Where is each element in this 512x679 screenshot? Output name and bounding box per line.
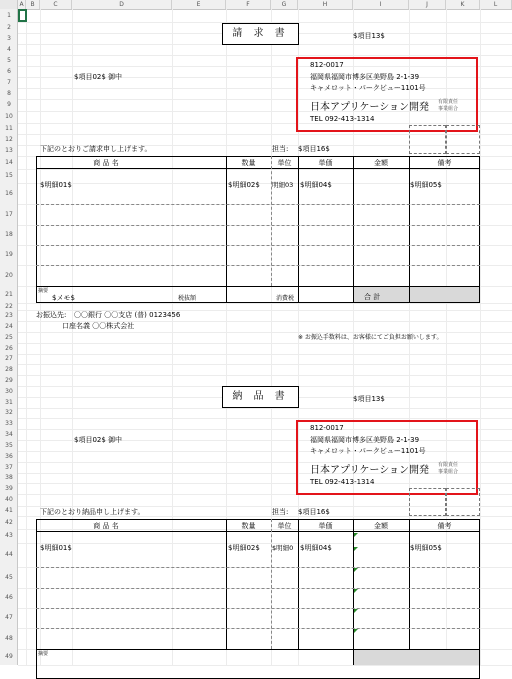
invoice-row1-name: $明細01$ <box>40 181 72 189</box>
invoice-col-divider <box>271 156 272 286</box>
invoice-header-amount: 金額 <box>374 159 388 167</box>
invoice-company-name: 日本アプリケーション開発 <box>310 102 429 113</box>
column-header-l[interactable]: L <box>480 0 512 9</box>
row-header[interactable]: 34 <box>5 431 13 438</box>
delivery-row-divider <box>36 567 480 568</box>
gridline-row <box>18 343 512 344</box>
row-header-bar <box>0 9 18 665</box>
column-header-bar <box>0 0 512 10</box>
invoice-address-line1: 福岡県福岡市博多区美野島 2-1-39 <box>310 73 420 81</box>
invoice-header-qty: 数量 <box>241 159 256 167</box>
invoice-memo-label: 摘要 <box>38 288 49 294</box>
invoice-col-divider <box>409 156 410 286</box>
delivery-message: 下記のとおり納品申し上げます。 <box>40 508 145 516</box>
invoice-stamp-box1 <box>409 125 446 154</box>
invoice-fee-note: ※ お振込手数料は、お客様にてご負担お願いします。 <box>298 334 443 341</box>
delivery-stamp-box1 <box>409 488 446 516</box>
invoice-stamp-line2: 事業組合 <box>438 106 459 112</box>
column-header-e[interactable]: E <box>172 0 226 9</box>
delivery-total-cell <box>354 650 479 665</box>
delivery-header-unit: 単位 <box>277 522 292 530</box>
delivery-field13: $項目13$ <box>353 395 385 403</box>
invoice-message: 下記のとおりご請求申し上げます。 <box>40 145 152 153</box>
column-header-b[interactable]: B <box>26 0 40 9</box>
invoice-field13: $項目13$ <box>353 32 385 40</box>
row-header[interactable]: 37 <box>5 464 13 471</box>
invoice-header-unit: 単位 <box>277 159 292 167</box>
invoice-header-note: 備考 <box>437 159 452 167</box>
delivery-stamp-line1: 有限責任 <box>438 462 459 468</box>
row-header[interactable]: 46 <box>5 594 13 601</box>
active-cell[interactable] <box>18 9 27 22</box>
delivery-title: 納 品 書 <box>222 386 299 408</box>
delivery-stamp-line2: 事業組合 <box>438 469 459 475</box>
row-header[interactable]: 8 <box>7 90 11 97</box>
column-header-k[interactable]: K <box>446 0 480 9</box>
delivery-row1-price: $明細04$ <box>300 544 332 552</box>
invoice-header-price: 単価 <box>318 159 333 167</box>
invoice-bank-label: お振込先: <box>36 311 67 319</box>
row-header[interactable]: 20 <box>5 272 13 279</box>
comment-indicator[interactable] <box>354 547 358 551</box>
invoice-address-line2: キャメロット・パークビュー1101号 <box>310 84 426 92</box>
row-header[interactable]: 9 <box>7 101 11 108</box>
row-header[interactable]: 42 <box>5 519 13 526</box>
gridline-col <box>480 9 481 665</box>
row-header[interactable]: 45 <box>5 574 13 581</box>
row-header[interactable]: 5 <box>7 57 11 64</box>
column-header-j[interactable]: J <box>409 0 446 9</box>
row-header[interactable]: 43 <box>5 532 13 539</box>
gridline-row <box>18 408 512 409</box>
invoice-col-divider <box>298 156 299 286</box>
row-header[interactable]: 3 <box>7 35 11 42</box>
column-header-f[interactable]: F <box>226 0 271 9</box>
delivery-header-name: 商 品 名 <box>93 522 119 530</box>
select-all-corner[interactable] <box>0 0 18 9</box>
invoice-account: 口座名義 〇〇株式会社 <box>62 322 135 330</box>
row-header[interactable]: 44 <box>5 551 13 558</box>
delivery-person-label: 担当: <box>272 508 289 516</box>
column-header-g[interactable]: G <box>271 0 298 9</box>
column-header-d[interactable]: D <box>72 0 172 9</box>
invoice-postal-code: 812-0017 <box>310 61 344 69</box>
comment-indicator[interactable] <box>354 629 358 633</box>
delivery-postal-code: 812-0017 <box>310 424 344 432</box>
invoice-bank: 〇〇銀行 〇〇支店 (普) 0123456 <box>74 311 181 319</box>
row-header[interactable]: 41 <box>5 507 13 514</box>
comment-indicator[interactable] <box>354 533 358 537</box>
delivery-address-line1: 福岡県福岡市博多区美野島 2-1-39 <box>310 436 420 444</box>
invoice-row1-qty: $明細02$ <box>228 181 260 189</box>
comment-indicator[interactable] <box>354 568 358 572</box>
delivery-person-value: $項目16$ <box>298 508 330 516</box>
row-header[interactable]: 33 <box>5 420 13 427</box>
delivery-customer: $項目02$ 御中 <box>74 436 123 444</box>
invoice-person-value: $項目16$ <box>298 145 330 153</box>
row-header[interactable]: 25 <box>5 334 13 341</box>
delivery-header-amount: 金額 <box>374 522 388 530</box>
row-header[interactable]: 30 <box>5 388 13 395</box>
invoice-footer-divider-v <box>226 286 227 303</box>
row-header[interactable]: 27 <box>5 355 13 362</box>
invoice-row-divider <box>36 245 480 246</box>
row-header[interactable]: 22 <box>5 303 13 310</box>
delivery-col-divider <box>271 519 272 649</box>
invoice-tel: TEL 092-413-1314 <box>310 115 375 123</box>
invoice-row-divider <box>36 204 480 205</box>
row-header[interactable]: 39 <box>5 485 13 492</box>
row-header[interactable]: 19 <box>5 251 13 258</box>
row-header[interactable]: 7 <box>7 79 11 86</box>
delivery-col-divider <box>226 519 227 649</box>
gridline-col <box>26 9 27 665</box>
delivery-row1-qty: $明細02$ <box>228 544 260 552</box>
gridline-row <box>18 375 512 376</box>
row-header[interactable]: 15 <box>5 172 13 179</box>
row-header[interactable]: 1 <box>7 12 11 19</box>
row-header[interactable]: 40 <box>5 496 13 503</box>
invoice-row-divider <box>36 225 480 226</box>
delivery-row-divider <box>36 588 480 589</box>
invoice-tax-label: 消費税 <box>276 295 295 302</box>
row-header[interactable]: 26 <box>5 345 13 352</box>
delivery-stamp-box2 <box>446 488 480 516</box>
delivery-tel: TEL 092-413-1314 <box>310 478 375 486</box>
delivery-memo-label: 摘要 <box>38 651 49 657</box>
row-header[interactable]: 48 <box>5 635 13 642</box>
row-header[interactable]: 21 <box>5 291 13 298</box>
invoice-total-label: 合 計 <box>364 293 381 301</box>
invoice-col-divider <box>353 156 354 303</box>
invoice-title: 請 求 書 <box>222 23 299 45</box>
gridline-row <box>18 418 512 419</box>
delivery-header-qty: 数量 <box>241 522 256 530</box>
invoice-header-name: 商 品 名 <box>93 159 119 167</box>
delivery-col-divider <box>298 519 299 649</box>
invoice-row-divider <box>36 265 480 266</box>
gridline-row <box>18 303 512 304</box>
column-header-i[interactable]: I <box>353 0 409 9</box>
invoice-memo: $メモ$ <box>52 294 75 302</box>
invoice-person-label: 担当: <box>272 145 289 153</box>
row-header[interactable]: 36 <box>5 453 13 460</box>
delivery-address-line2: キャメロット・パークビュー1101号 <box>310 447 426 455</box>
delivery-header-note: 備考 <box>437 522 452 530</box>
row-header[interactable]: 10 <box>5 113 13 120</box>
invoice-tax-excluded-label: 税抜額 <box>178 295 197 302</box>
row-header[interactable]: 32 <box>5 409 13 416</box>
row-header[interactable]: 18 <box>5 231 13 238</box>
row-header[interactable]: 29 <box>5 377 13 384</box>
invoice-row1-note: $明細05$ <box>410 181 442 189</box>
delivery-header-price: 単価 <box>318 522 333 530</box>
gridline-row <box>18 354 512 355</box>
row-header[interactable]: 16 <box>5 190 13 197</box>
row-header[interactable]: 12 <box>5 136 13 143</box>
column-header-h[interactable]: H <box>298 0 353 9</box>
invoice-stamp-box2 <box>446 125 480 154</box>
row-header[interactable]: 11 <box>5 125 13 132</box>
row-header[interactable]: 28 <box>5 366 13 373</box>
gridline-row <box>18 55 512 56</box>
row-header[interactable]: 49 <box>5 653 13 660</box>
delivery-row1-name: $明細01$ <box>40 544 72 552</box>
row-header[interactable]: 47 <box>5 614 13 621</box>
row-header[interactable]: 23 <box>5 312 13 319</box>
delivery-row-divider <box>36 608 480 609</box>
delivery-col-divider <box>409 519 410 649</box>
row-header[interactable]: 31 <box>5 399 13 406</box>
invoice-footer-divider-v <box>409 286 410 303</box>
invoice-row1-unit: 明細03 <box>272 181 294 189</box>
row-header[interactable]: 6 <box>7 68 11 75</box>
row-header[interactable]: 2 <box>7 24 11 31</box>
delivery-row-divider <box>36 628 480 629</box>
gridline-row <box>18 364 512 365</box>
row-header[interactable]: 4 <box>7 46 11 53</box>
row-header[interactable]: 17 <box>5 211 13 218</box>
delivery-row1-unit: $明細0 <box>272 544 294 552</box>
row-header[interactable]: 14 <box>5 159 13 166</box>
invoice-detail-table <box>36 156 480 303</box>
invoice-stamp-line1: 有限責任 <box>438 99 459 105</box>
comment-indicator[interactable] <box>354 609 358 613</box>
row-header[interactable]: 35 <box>5 442 13 449</box>
invoice-customer: $項目02$ 御中 <box>74 73 123 81</box>
column-header-c[interactable]: C <box>40 0 72 9</box>
invoice-row1-price: $明細04$ <box>300 181 332 189</box>
row-header[interactable]: 24 <box>5 323 13 330</box>
invoice-footer-divider-v <box>298 286 299 303</box>
row-header[interactable]: 13 <box>5 147 13 154</box>
delivery-company-name: 日本アプリケーション開発 <box>310 465 429 476</box>
comment-indicator[interactable] <box>354 589 358 593</box>
column-header-a[interactable]: A <box>18 0 26 9</box>
delivery-row1-note: $明細05$ <box>410 544 442 552</box>
invoice-col-divider <box>226 156 227 286</box>
row-header[interactable]: 38 <box>5 474 13 481</box>
